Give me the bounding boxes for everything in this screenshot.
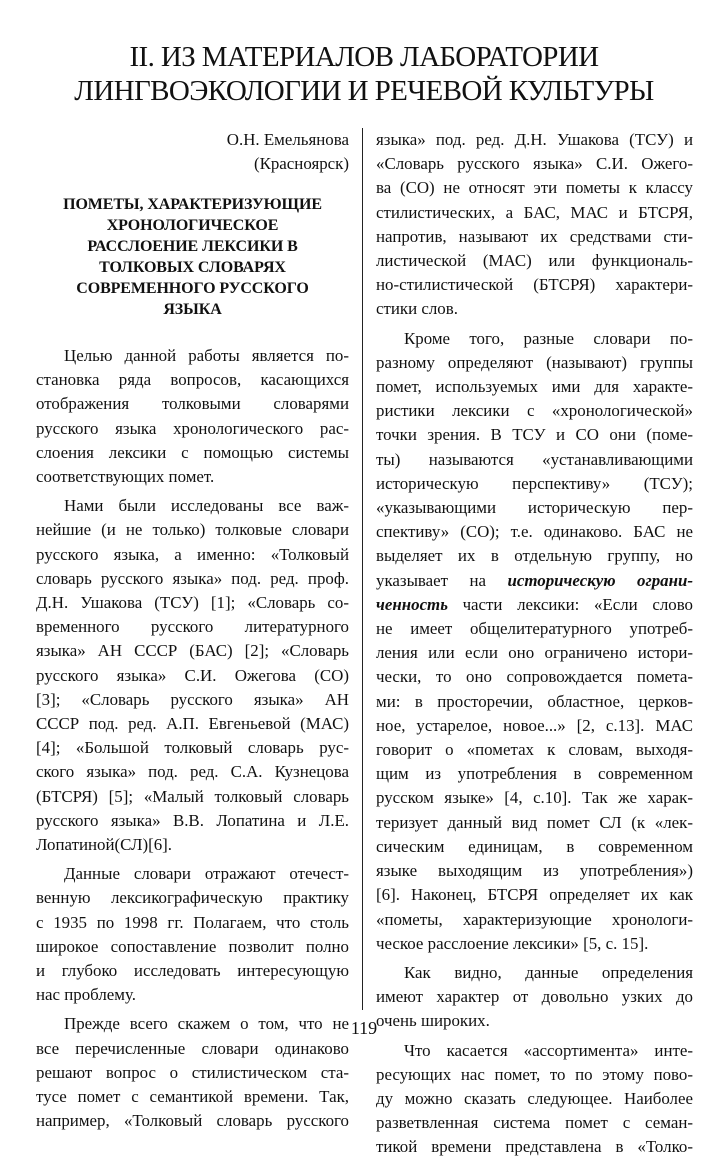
text-line: «Словарь русского языка» С.И. Ожего- — [376, 154, 693, 174]
paragraph — [376, 1039, 693, 1160]
text-line: [4]; «Большой толковый словарь рус- — [36, 738, 349, 758]
text-line: очень широких. — [376, 1011, 490, 1031]
text-line: СССР под. ред. А.П. Евгеньевой (МАС) — [36, 714, 349, 734]
text-line: стилистических, а БАС, МАС и БТСРЯ, — [376, 202, 693, 222]
text-line: языка» АН СССР (БАС) [2]; «Словарь — [36, 641, 349, 661]
text-line: Нами были исследованы все важ- — [64, 496, 349, 516]
text-line: словарь русского языка» под. ред. проф. — [36, 568, 349, 588]
text-line: не имеет общелитературного употреб- — [376, 619, 693, 639]
text-line: Кроме того, разные словари по- — [404, 328, 693, 348]
text-line: языке выходящим из употребления») — [376, 861, 693, 881]
text-line: ми: в просторечии, областное, церков- — [376, 691, 693, 711]
text-line: но-стилистической (БТСРЯ) характери- — [376, 275, 693, 295]
text-line: русском языке» [4, с.10]. Так же харак- — [376, 788, 693, 808]
text-line: имеют характер от довольно узких до — [376, 987, 693, 1007]
article-title-line: ТОЛКОВЫХ СЛОВАРЯХ — [99, 259, 286, 276]
text-line: становка ряда вопросов, касающихся — [36, 370, 349, 390]
text-line: русского языка» С.И. Ожегова (СО) — [36, 665, 349, 685]
text-line: разному определяют (называют) группы — [376, 352, 693, 372]
text-line: листической (МАС) или функциональ- — [376, 251, 693, 271]
text-line: теризует данный вид помет СЛ (к «лек- — [376, 812, 693, 832]
text-line: все перечисленные словари одинаково — [36, 1038, 349, 1058]
paragraph — [36, 862, 349, 1007]
text-line: и глубоко исследовать интересующую — [36, 961, 349, 981]
author-name: О.Н. Емельянова — [226, 130, 349, 149]
text-line: нейшие (и не только) толковые словари — [36, 520, 349, 540]
text-line: спективу» (СО); т.е. одинаково. БАС не — [376, 522, 693, 542]
emphasis-text: ченность — [376, 594, 448, 614]
text-line: напротив, называют их средствами сти- — [376, 226, 693, 246]
paragraph — [36, 344, 349, 489]
author-city: (Красноярск) — [253, 154, 349, 173]
text-line: Д.Н. Ушакова (ТСУ) [1]; «Словарь со- — [36, 593, 349, 613]
text-line: Прежде всего скажем о том, что не — [64, 1014, 349, 1034]
text-line: помет, используемых ими для характе- — [376, 377, 693, 397]
article-title-line: ХРОНОЛОГИЧЕСКОЕ — [106, 217, 279, 234]
text-line: стики слов. — [376, 299, 458, 319]
text-line: слоения лексики с помощью системы — [36, 442, 349, 462]
text-line: русского языка» В.В. Лопатина и Л.Е. — [36, 810, 349, 830]
left-column — [36, 128, 349, 1139]
text-line: ты) называются «устанавливающими — [376, 449, 693, 469]
text-line: Данные словари отражают отечест- — [64, 864, 349, 884]
section-title — [0, 40, 728, 108]
text-line: выделяет их в отдельную группу, но — [376, 546, 693, 566]
text-line: венную лексикографическую практику — [36, 888, 349, 908]
text-line: соответствующих помет. — [36, 467, 215, 487]
text-line: языка» под. ред. Д.Н. Ушакова (ТСУ) и — [376, 130, 693, 149]
text-line: Что касается «ассортимента» инте- — [404, 1040, 693, 1060]
text-line-emphasis — [376, 593, 693, 617]
text-line: ное, устарелое, новое...» [2, с.13]. МАС — [376, 715, 693, 735]
text-line: ристики лексики с «хронологической» — [376, 401, 693, 421]
text-line: широкое сопоставление позволит полно — [36, 936, 349, 956]
article-title-line: ПОМЕТЫ, ХАРАКТЕРИЗУЮЩИЕ — [63, 196, 322, 213]
text-line: решают вопрос о стилистическом ста- — [36, 1062, 349, 1082]
text-fragment: указывает на — [376, 570, 508, 590]
text-line: (БТСРЯ) [5]; «Малый толковый словарь — [36, 786, 349, 806]
text-line: ческое расслоение лексики» [5, с. 15]. — [376, 933, 649, 953]
text-line: тусе помет с семантикой времени. Так, — [36, 1087, 349, 1107]
article-title-line: РАССЛОЕНИЕ ЛЕКСИКИ В — [87, 238, 298, 255]
text-line-emphasis — [376, 569, 693, 593]
text-line: точки зрения. В ТСУ и СО они (поме- — [376, 425, 693, 445]
text-line: Как видно, данные определения — [404, 962, 693, 982]
text-line: тикой времени представлена в «Толко- — [376, 1137, 693, 1157]
text-fragment: части лексики: «Если слово — [447, 594, 693, 614]
author-block — [36, 128, 349, 176]
text-line: «пометы, характеризующие хронологи- — [376, 909, 693, 929]
text-line: «указывающими историческую пер- — [376, 498, 693, 518]
section-title-line-2: ЛИНГВОЭКОЛОГИИ И РЕЧЕВОЙ КУЛЬТУРЫ — [74, 75, 654, 107]
right-column — [376, 128, 693, 1165]
paragraph — [36, 494, 349, 857]
emphasis-text: историческую ограни- — [507, 570, 693, 590]
text-line: чески, то оно сопровождается помета- — [376, 667, 693, 687]
text-line: говорит о «пометах к словам, выходя- — [376, 740, 693, 760]
text-line: ду можно сказать следующее. Наиболее — [376, 1088, 693, 1108]
article-title — [36, 194, 349, 320]
paragraph — [376, 327, 693, 956]
text-line: Лопатиной(СЛ)[6]. — [36, 835, 172, 855]
text-line: щим из употребления в современном — [376, 764, 693, 784]
text-line: разветвленная система помет с семан- — [376, 1113, 693, 1133]
text-line: отображения толковыми словарями — [36, 394, 349, 414]
column-divider — [362, 128, 363, 1010]
text-line: [3]; «Словарь русского языка» АН — [36, 689, 349, 709]
text-line: ления или если оно ограничено истори- — [376, 643, 693, 663]
text-line: с 1935 по 1998 гг. Полагаем, что столь — [36, 912, 349, 932]
section-title-line-1: II. ИЗ МАТЕРИАЛОВ ЛАБОРАТОРИИ — [129, 41, 599, 73]
text-line: русского языка, а именно: «Толковый — [36, 544, 349, 564]
paragraph — [376, 128, 693, 322]
text-line: [6]. Наконец, БТСРЯ определяет их как — [376, 885, 693, 905]
text-line: временного русского литературного — [36, 617, 349, 637]
article-title-line: СОВРЕМЕННОГО РУССКОГО — [76, 280, 309, 297]
text-line: русского языка хронологического рас- — [36, 418, 349, 438]
text-line: нас проблему. — [36, 985, 136, 1005]
text-line: ского языка» под. ред. С.А. Кузнецова — [36, 762, 349, 782]
page-number: 119 — [350, 1018, 378, 1038]
text-line: ресующих нас помет, то по этому пово- — [376, 1064, 693, 1084]
text-line: сическим единицам, в современном — [376, 836, 693, 856]
text-line: ва (СО) не относят эти пометы к классу — [376, 178, 693, 198]
article-title-line: ЯЗЫКА — [163, 301, 222, 318]
text-line: например, «Толковый словарь русского — [36, 1111, 349, 1131]
text-line: историческую перспективу» (ТСУ); — [376, 473, 693, 493]
text-line: Целью данной работы является по- — [64, 346, 349, 365]
